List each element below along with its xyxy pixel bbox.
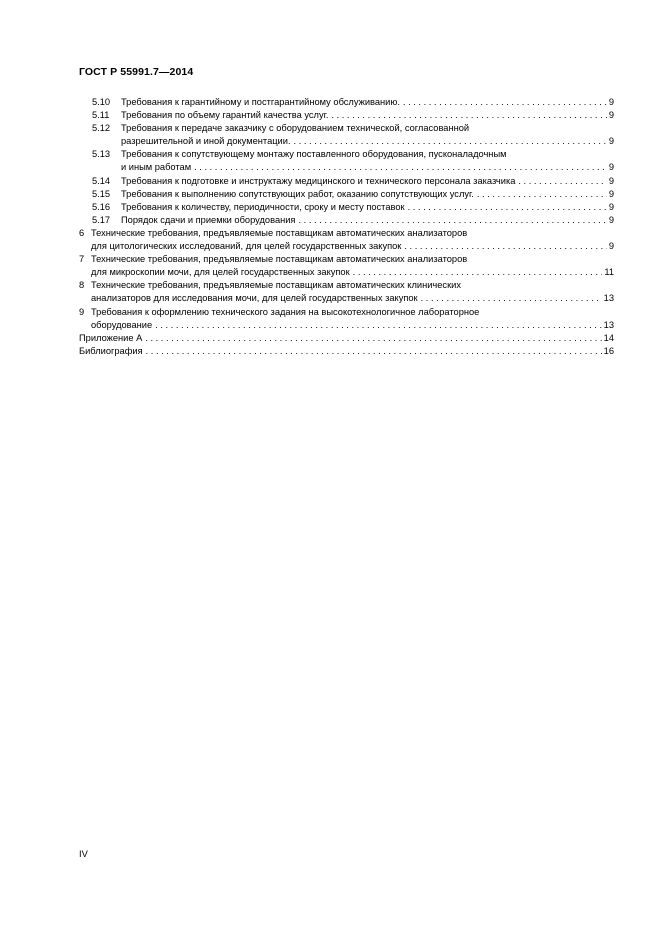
toc-entry-page: 9 xyxy=(608,214,614,225)
toc-entry[interactable] xyxy=(79,253,614,279)
toc-entry-title: Приложение А xyxy=(79,332,143,343)
toc-entry-title: Требования к передаче заказчику с оборудованием технической, согласованной xyxy=(121,123,470,134)
dot-leader xyxy=(146,345,602,358)
toc-entry-title: Технические требования, предъявляемые поставщикам автоматических клинических xyxy=(91,280,461,291)
toc-entry-page: 11 xyxy=(604,267,614,278)
dot-leader xyxy=(155,319,601,332)
toc-entry-page: 9 xyxy=(608,97,614,107)
toc-entry-number: 5.13 xyxy=(92,149,111,160)
toc-entry[interactable] xyxy=(79,175,614,188)
toc-entry-title: Технические требования, предъявляемые поставщикам автоматических анализаторов xyxy=(91,227,468,238)
toc-entry[interactable] xyxy=(79,214,614,227)
toc-entry-number: 6 xyxy=(79,227,85,238)
toc-entry[interactable] xyxy=(79,109,614,122)
dot-leader xyxy=(403,96,607,109)
toc-entry-title-continued: разрешительной и иной документации. xyxy=(121,136,291,147)
toc-entry-number: 5.11 xyxy=(92,110,110,121)
toc-entry-number: 8 xyxy=(79,280,85,291)
toc-entry-page: 9 xyxy=(608,162,614,173)
document-header: ГОСТ Р 55991.7—2014 xyxy=(79,66,194,78)
toc-entry-title: Требования к сопутствующему монтажу поставленного оборудования, пусконаладочным xyxy=(121,149,507,160)
toc-entry[interactable] xyxy=(79,201,614,214)
toc-entry[interactable] xyxy=(79,148,614,174)
toc-entry-title: Требования к гарантийному и постгарантийному обслуживанию. xyxy=(121,97,400,107)
toc-entry-title-continued: для цитологических исследований, для целей государственных закупок xyxy=(91,241,402,252)
toc-entry[interactable] xyxy=(79,227,614,253)
table-of-contents xyxy=(79,96,614,358)
dot-leader xyxy=(194,161,607,174)
toc-entry-number: 5.16 xyxy=(92,201,111,212)
toc-entry[interactable] xyxy=(79,306,614,332)
toc-entry-page: 9 xyxy=(608,201,614,212)
dot-leader xyxy=(298,214,606,227)
toc-entry-page: 9 xyxy=(608,241,614,252)
toc-entry-title: Библиография xyxy=(79,345,143,356)
toc-entry-number: 7 xyxy=(79,254,85,265)
toc-entry-title-continued: оборудование xyxy=(91,319,153,330)
toc-entry-number: 5.12 xyxy=(92,123,111,134)
toc-entry-page: 9 xyxy=(608,175,614,186)
page-number: IV xyxy=(79,849,88,859)
toc-entry-page: 9 xyxy=(608,188,614,199)
toc-entry-page: 13 xyxy=(603,293,614,304)
dot-leader xyxy=(421,292,602,305)
toc-entry-number: 5.10 xyxy=(92,97,111,107)
dot-leader xyxy=(518,175,606,188)
toc-entry-page: 13 xyxy=(603,319,614,330)
toc-entry[interactable] xyxy=(79,279,614,305)
dot-leader xyxy=(477,188,607,201)
toc-entry-number: 9 xyxy=(79,306,85,317)
toc-entry-number: 5.17 xyxy=(92,214,111,225)
toc-entry-title: Порядок сдачи и приемки оборудования xyxy=(121,214,296,225)
dot-leader xyxy=(408,201,607,214)
toc-entry-title-continued: для микроскопии мочи, для целей государственных закупок xyxy=(91,267,350,278)
dot-leader xyxy=(145,332,601,345)
dot-leader xyxy=(404,240,606,253)
toc-entry-page: 14 xyxy=(603,332,614,343)
toc-entry[interactable] xyxy=(79,188,614,201)
dot-leader xyxy=(353,266,603,279)
toc-entry[interactable] xyxy=(79,96,614,109)
toc-entry-title: Требования к выполнению сопутствующих работ, оказанию сопутствующих услуг. xyxy=(121,188,474,199)
toc-entry-page: 16 xyxy=(603,345,614,356)
dot-leader xyxy=(294,135,607,148)
toc-entry[interactable] xyxy=(79,122,614,148)
toc-entry-number: 5.15 xyxy=(92,188,111,199)
toc-entry-page: 9 xyxy=(608,136,614,147)
toc-entry-appendix[interactable] xyxy=(79,332,614,345)
toc-entry-title-continued: анализаторов для исследования мочи, для целей государственных закупок xyxy=(91,293,418,304)
toc-entry-number: 5.14 xyxy=(92,175,111,186)
toc-entry-title-continued: и иным работам xyxy=(121,162,192,173)
toc-entry-bibliography[interactable] xyxy=(79,345,614,358)
toc-entry-title: Требования по объему гарантий качества услуг. xyxy=(121,110,329,121)
toc-entry-title: Требования к оформлению технического задания на высокотехнологичное лабораторное xyxy=(91,306,480,317)
toc-entry-page: 9 xyxy=(608,110,614,121)
toc-entry-title: Требования к подготовке и инструктажу медицинского и технического персонала заказчика xyxy=(121,175,516,186)
dot-leader xyxy=(331,109,606,122)
toc-entry-title: Требования к количеству, периодичности, сроку и месту поставок xyxy=(121,201,405,212)
toc-entry-title: Технические требования, предъявляемые поставщикам автоматических анализаторов xyxy=(91,254,468,265)
